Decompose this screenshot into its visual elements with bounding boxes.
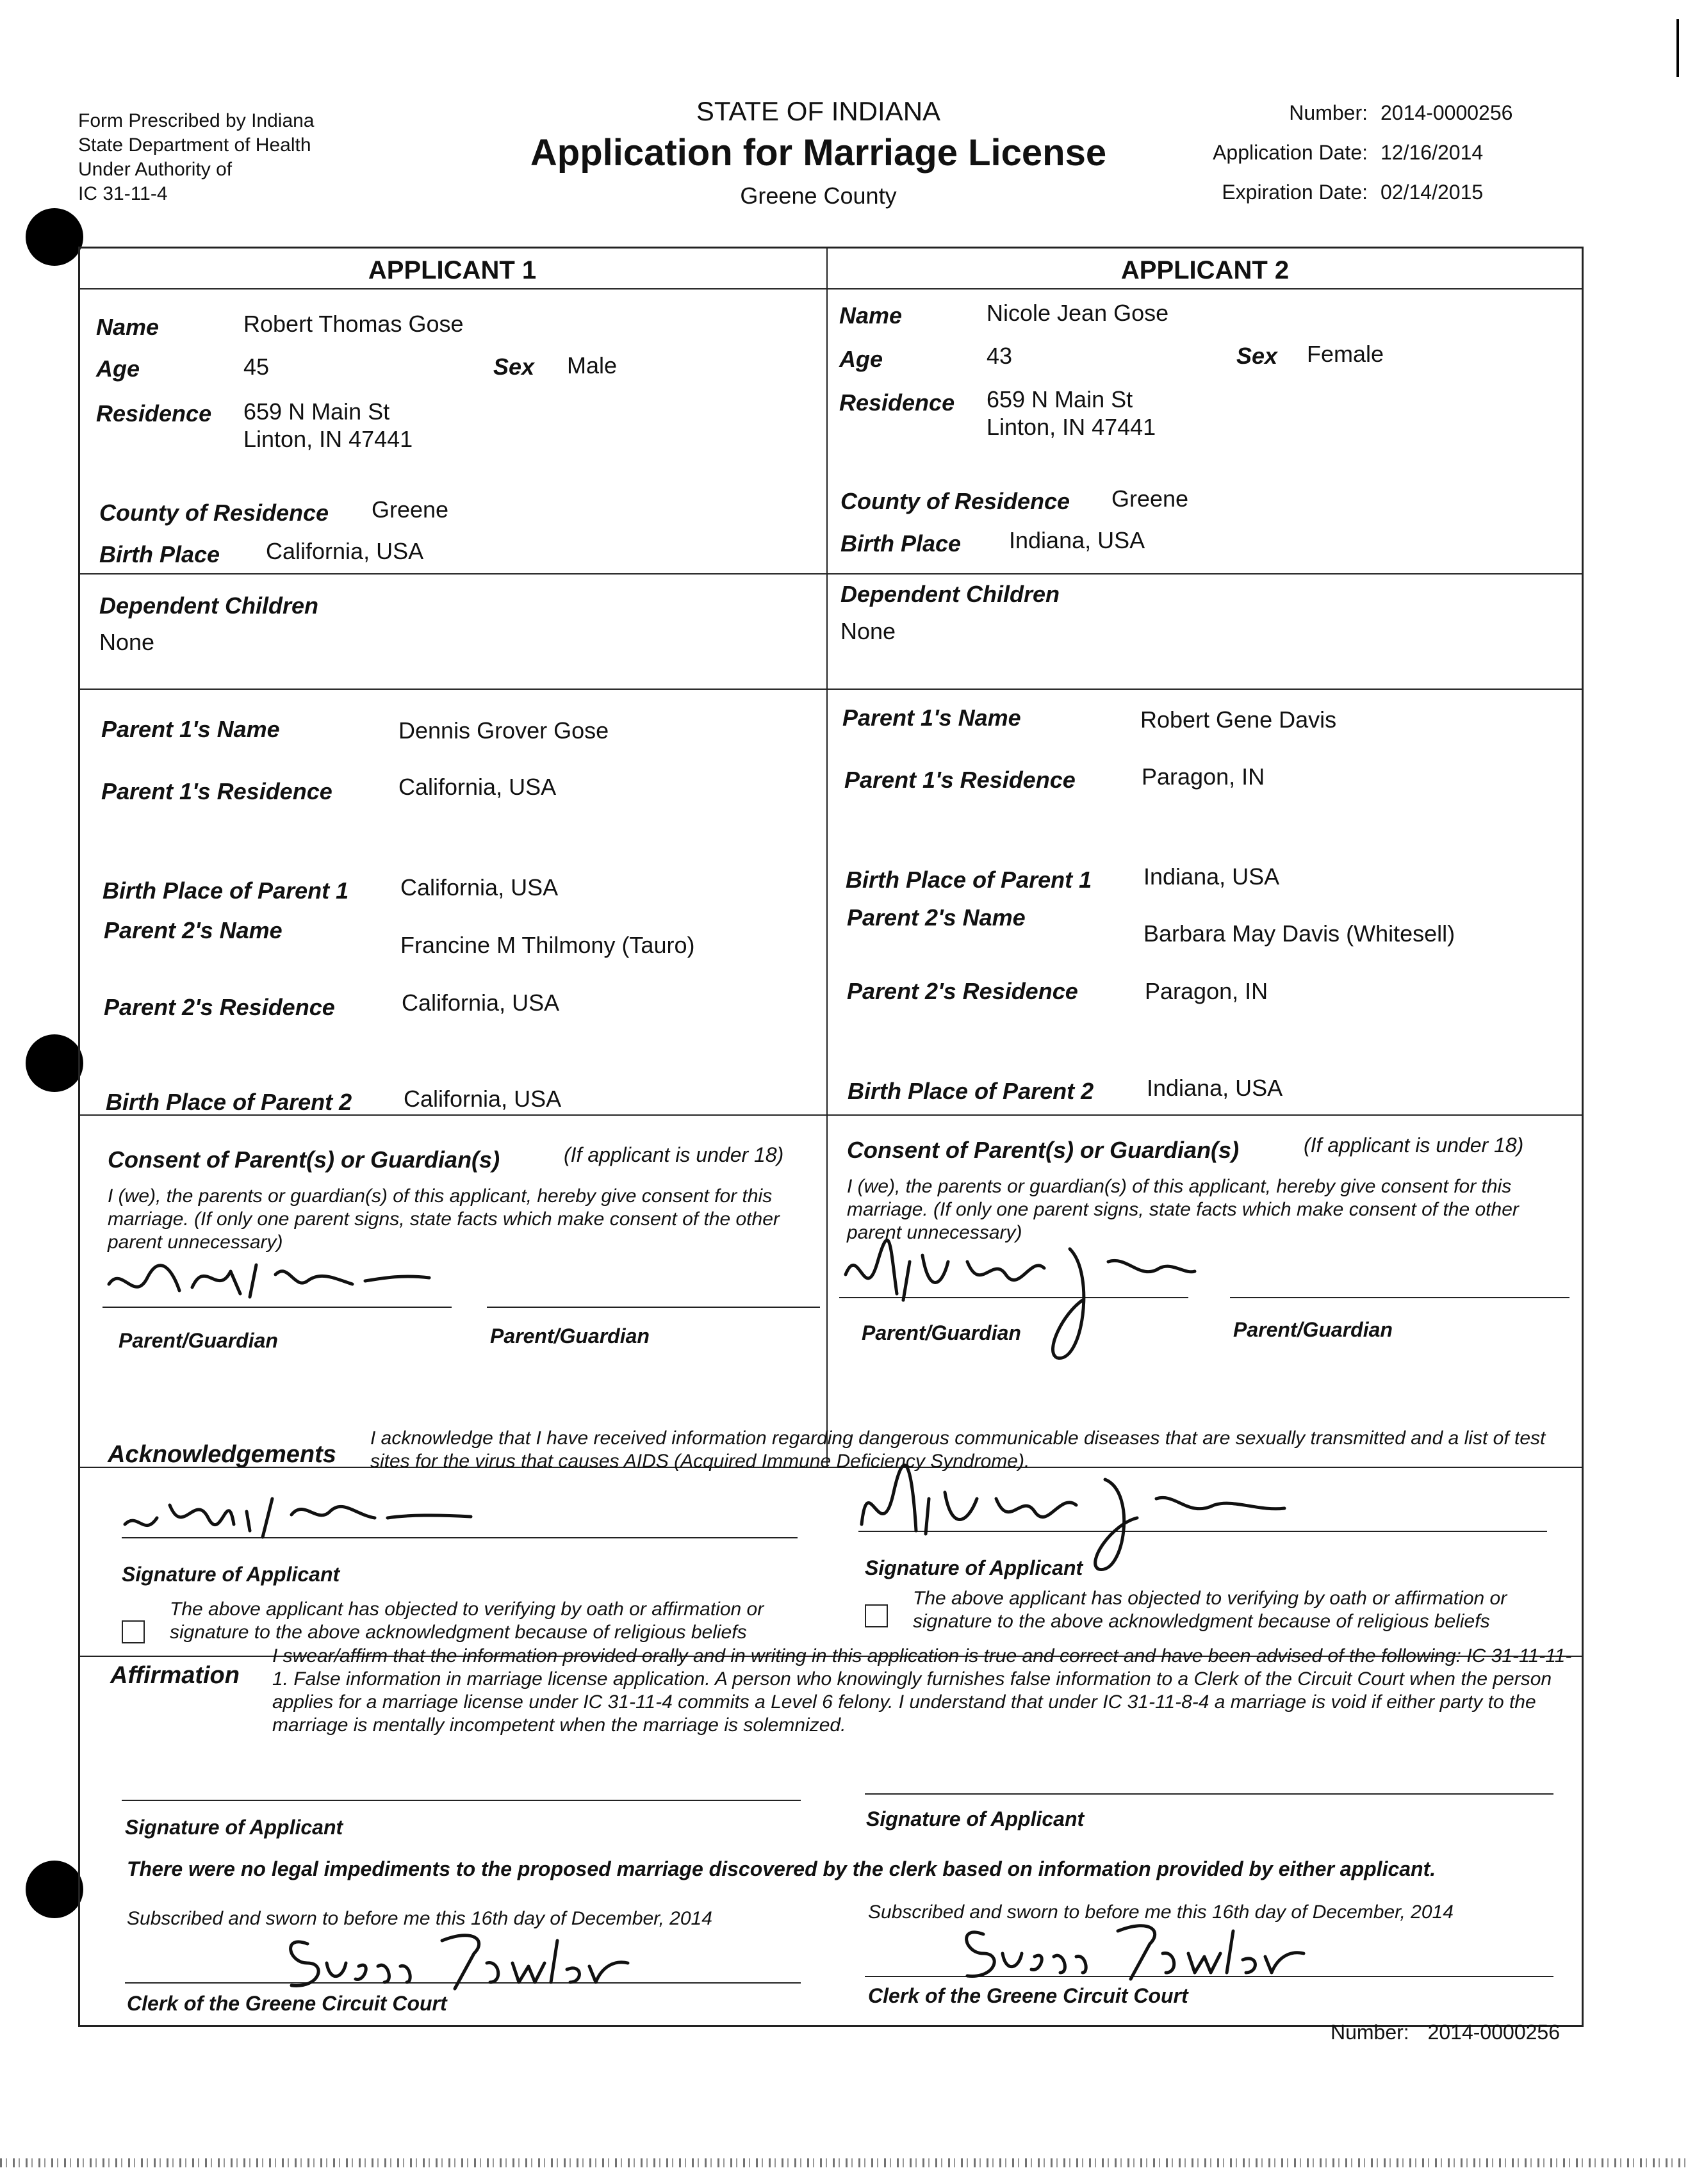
a2-parent2-res-label: Parent 2's Residence (847, 978, 1078, 1004)
county-heading: Greene County (740, 183, 897, 209)
affirmation-heading: Affirmation (110, 1662, 240, 1689)
a2-guardian-label-1: Parent/Guardian (862, 1321, 1021, 1344)
a1-consent-title: Consent of Parent(s) or Guardian(s) (108, 1146, 500, 1173)
row-divider (78, 573, 1584, 575)
a2-guardian-signature (839, 1236, 1198, 1377)
a1-clerk-signature (282, 1928, 641, 1998)
a2-parent2-name-label: Parent 2's Name (847, 904, 1026, 931)
a1-guardian-sign-line-2[interactable] (487, 1307, 820, 1308)
a1-children: None (99, 629, 155, 655)
a2-clerk-label: Clerk of the Greene Circuit Court (868, 1984, 1188, 2007)
a1-guardian-label-2: Parent/Guardian (490, 1324, 650, 1348)
a2-county: Greene (1111, 485, 1189, 512)
expiration-date: 02/14/2015 (1381, 181, 1484, 204)
a2-clerk-signature (958, 1918, 1316, 1989)
a2-residence-label: Residence (839, 389, 955, 416)
a2-consent-note: (If applicant is under 18) (1304, 1134, 1524, 1157)
a2-affirm-signature-label: Signature of Applicant (866, 1807, 1085, 1830)
a1-county: Greene (372, 496, 449, 523)
application-date: 12/16/2014 (1381, 141, 1484, 164)
a1-name: Robert Thomas Gose (243, 311, 464, 337)
scan-artifact-strip (0, 2158, 1688, 2167)
a1-residence-street: 659 N Main St (243, 398, 390, 425)
a1-guardian-signature (102, 1252, 436, 1310)
a2-ack-signature-label: Signature of Applicant (865, 1556, 1083, 1579)
row-divider (78, 689, 1584, 690)
a2-parent1-res-label: Parent 1's Residence (844, 767, 1076, 793)
footer-number-value: 2014-0000256 (1427, 2021, 1560, 2044)
punch-hole-icon (26, 1861, 83, 1918)
authority-line: Under Authority of (78, 159, 233, 180)
a1-affirm-sign-line[interactable] (122, 1800, 801, 1801)
affirmation-text: I swear/affirm that the information provided orally and in writing in this application is true and correct and have been advised of the following: IC 31-11-11-1. False information in marriage license application. A person who knowingly furnishes false information to a Clerk of the Circuit Court when the person applies for a marriage license under IC 31-11-4 commits a Level 6 felony. I understand that under IC 31-11-8-4 a marriage is void if either party to the marriage is mentally incompetent when the marriage is solemnized. (272, 1645, 1572, 1736)
a1-name-label: Name (96, 314, 160, 340)
a1-birthplace-label: Birth Place (99, 541, 220, 567)
a2-sex-label: Sex (1236, 343, 1278, 369)
a1-parent2-residence: California, USA (402, 990, 560, 1016)
a2-consent-title: Consent of Parent(s) or Guardian(s) (847, 1137, 1240, 1163)
a2-objection-text: The above applicant has objected to verifying by oath or affirmation or signature to the above acknowledgment because of religious beliefs (913, 1588, 1507, 1632)
acknowledgement-text: I acknowledge that I have received information regarding dangerous communicable diseases that are sexually transmitted and a list of test sites for the virus that causes AIDS (Acquired Immune Deficiency Syndrome). (370, 1428, 1546, 1472)
a1-consent-text: I (we), the parents or guardian(s) of this applicant, hereby give consent for this marriage. (If only one parent signs, state facts which make consent of the other parent unnecessary) (108, 1186, 780, 1253)
a1-parent1-name-label: Parent 1's Name (101, 716, 280, 742)
a1-age-label: Age (96, 355, 140, 382)
license-number: 2014-0000256 (1381, 101, 1513, 124)
a1-parent1-name: Dennis Grover Gose (398, 717, 609, 744)
number-label: Number: (1289, 101, 1368, 124)
a1-residence-city: Linton, IN 47441 (243, 426, 413, 452)
punch-hole-icon (26, 1034, 83, 1092)
a2-religious-objection-checkbox[interactable] (865, 1604, 888, 1627)
a2-parent2-name: Barbara May Davis (Whitesell) (1143, 920, 1455, 947)
a2-name: Nicole Jean Gose (987, 300, 1169, 326)
a1-parent1-birth-label: Birth Place of Parent 1 (102, 877, 349, 904)
a1-parent1-residence: California, USA (398, 774, 557, 800)
footer-number (1331, 2021, 1560, 2044)
authority-line: State Department of Health (78, 134, 311, 156)
license-meta (1156, 93, 1528, 212)
authority-line: Form Prescribed by Indiana (78, 110, 315, 131)
applicant1-heading: APPLICANT 1 (368, 256, 537, 284)
a2-age: 43 (987, 343, 1013, 369)
a2-children: None (840, 618, 896, 644)
a2-name-label: Name (839, 302, 903, 329)
application-date-label: Application Date: (1213, 141, 1368, 164)
a1-county-label: County of Residence (99, 500, 329, 526)
a1-ack-signature-label: Signature of Applicant (122, 1563, 340, 1586)
a2-residence-city: Linton, IN 47441 (987, 414, 1156, 440)
a1-age: 45 (243, 354, 270, 380)
a1-consent-note: (If applicant is under 18) (564, 1143, 784, 1166)
a1-guardian-label-1: Parent/Guardian (119, 1329, 278, 1352)
a2-affirm-sign-line[interactable] (865, 1793, 1553, 1795)
a2-parent1-name-label: Parent 1's Name (842, 705, 1021, 731)
no-impediments-statement: There were no legal impediments to the proposed marriage discovered by the clerk based on information provided by either applicant. (127, 1857, 1436, 1880)
a2-guardian-label-2: Parent/Guardian (1233, 1318, 1393, 1341)
expiration-date-label: Expiration Date: (1222, 181, 1368, 204)
a2-birthplace: Indiana, USA (1009, 527, 1145, 553)
a2-birthplace-label: Birth Place (840, 530, 962, 557)
a1-parent1-birth: California, USA (400, 874, 559, 900)
a1-parent2-name-label: Parent 2's Name (104, 917, 283, 943)
a1-residence-label: Residence (96, 400, 212, 427)
a2-consent-text: I (we), the parents or guardian(s) of this applicant, hereby give consent for this marriage. (If only one parent signs, state facts which make consent of the other parent unnecessary) (847, 1176, 1519, 1243)
a1-parent2-birth-label: Birth Place of Parent 2 (106, 1089, 352, 1115)
a2-acknowledgement-signature (855, 1454, 1291, 1582)
authority-line: IC 31-11-4 (78, 183, 168, 204)
a2-sworn-text: Subscribed and sworn to before me this 16th day of December, 2014 (868, 1902, 1454, 1923)
a2-age-label: Age (839, 346, 883, 372)
a1-objection-text: The above applicant has objected to verifying by oath or affirmation or signature to the above acknowledgment because of religious beliefs (170, 1599, 764, 1643)
state-heading: STATE OF INDIANA (696, 96, 941, 126)
a2-sex: Female (1307, 341, 1384, 367)
a2-parent1-residence: Paragon, IN (1142, 763, 1265, 790)
a1-parent2-res-label: Parent 2's Residence (104, 994, 335, 1020)
acknowledgements-heading: Acknowledgements (108, 1441, 336, 1468)
a1-children-label: Dependent Children (99, 592, 319, 619)
a1-birthplace: California, USA (266, 538, 424, 564)
a1-parent2-birth: California, USA (404, 1086, 562, 1112)
a2-children-label: Dependent Children (840, 581, 1060, 607)
a1-affirm-signature-label: Signature of Applicant (125, 1816, 343, 1839)
column-divider (826, 247, 828, 1467)
a2-parent1-name: Robert Gene Davis (1140, 706, 1337, 733)
a2-parent1-birth-label: Birth Place of Parent 1 (846, 867, 1092, 893)
a1-sworn-text: Subscribed and sworn to before me this 16th day of December, 2014 (127, 1908, 712, 1929)
a1-religious-objection-checkbox[interactable] (122, 1620, 145, 1643)
scan-edge-mark (1676, 19, 1679, 77)
a2-parent2-residence: Paragon, IN (1145, 978, 1268, 1004)
a1-acknowledgement-signature (119, 1479, 477, 1544)
a1-parent1-res-label: Parent 1's Residence (101, 778, 332, 804)
a2-residence-street: 659 N Main St (987, 386, 1133, 412)
a2-parent2-birth-label: Birth Place of Parent 2 (848, 1078, 1094, 1104)
a2-guardian-sign-line-2[interactable] (1230, 1297, 1569, 1298)
a1-clerk-label: Clerk of the Greene Circuit Court (127, 1992, 447, 2015)
a1-parent2-name: Francine M Thilmony (Tauro) (400, 932, 695, 958)
a2-parent1-birth: Indiana, USA (1143, 863, 1280, 890)
a1-sex-label: Sex (493, 354, 535, 380)
applicant2-heading: APPLICANT 2 (1120, 256, 1290, 284)
punch-hole-icon (26, 208, 83, 266)
header-divider (78, 288, 1584, 289)
a2-parent2-birth: Indiana, USA (1147, 1075, 1283, 1101)
a1-sex: Male (567, 352, 618, 379)
footer-number-label: Number: (1330, 2021, 1409, 2044)
page-title: Application for Marriage License (530, 132, 1107, 174)
a2-county-label: County of Residence (840, 488, 1070, 514)
